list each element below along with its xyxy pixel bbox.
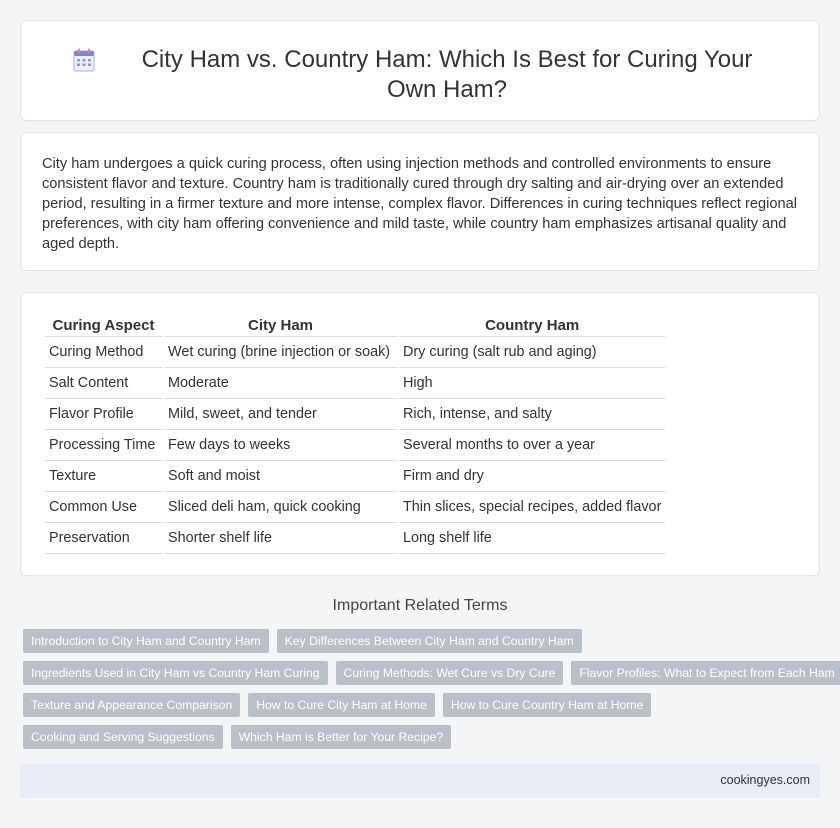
table-cell: Shorter shelf life xyxy=(164,523,397,554)
table-cell: Soft and moist xyxy=(164,461,397,492)
tag-row xyxy=(23,725,823,749)
title-card xyxy=(20,20,820,121)
header-city-ham: City Ham xyxy=(164,313,397,337)
table-row xyxy=(45,461,665,492)
related-term-link[interactable]: Key Differences Between City Ham and Country Ham xyxy=(277,629,582,653)
related-term-link[interactable]: Curing Methods: Wet Cure vs Dry Cure xyxy=(336,661,564,685)
table-row xyxy=(45,523,665,554)
intro-paragraph: City ham undergoes a quick curing process, often using injection methods and controlled environments to ensure consistent flavor and texture. Country ham is traditionally cured through dry salting and air-drying over an extended period, resulting in a firmer texture and more intense, complex flavor. Differences in curing techniques reflect regional preferences, with city ham offering convenience and mild taste, while country ham emphasizes artisanal quality and aged depth. xyxy=(42,156,797,252)
table-cell: Mild, sweet, and tender xyxy=(164,399,397,430)
table-row xyxy=(45,368,665,399)
tag-row xyxy=(23,693,823,717)
table-cell: Sliced deli ham, quick cooking xyxy=(164,492,397,523)
table-cell: Processing Time xyxy=(45,430,162,461)
related-terms-heading: Important Related Terms xyxy=(332,597,508,614)
table-row xyxy=(45,492,665,523)
table-cell: Few days to weeks xyxy=(164,430,397,461)
table-cell: Curing Method xyxy=(45,337,162,368)
comparison-table xyxy=(43,313,667,554)
tag-row xyxy=(23,661,835,685)
related-terms-list xyxy=(23,629,835,757)
table-cell: Wet curing (brine injection or soak) xyxy=(164,337,397,368)
related-term-link[interactable]: Which Ham is Better for Your Recipe? xyxy=(231,725,452,749)
header-country-ham: Country Ham xyxy=(399,313,665,337)
related-term-link[interactable]: Cooking and Serving Suggestions xyxy=(23,725,223,749)
table-cell: Dry curing (salt rub and aging) xyxy=(399,337,665,368)
related-term-link[interactable]: How to Cure Country Ham at Home xyxy=(443,693,651,717)
table-cell: Common Use xyxy=(45,492,162,523)
footer-site-name: cookingyes.com xyxy=(720,773,810,787)
table-cell: Salt Content xyxy=(45,368,162,399)
related-term-link[interactable]: How to Cure City Ham at Home xyxy=(248,693,435,717)
comparison-card xyxy=(20,292,820,576)
intro-card xyxy=(20,132,820,271)
footer xyxy=(20,764,820,798)
table-cell: Thin slices, special recipes, added flavor xyxy=(399,492,665,523)
table-cell: Rich, intense, and salty xyxy=(399,399,665,430)
tag-row xyxy=(23,629,823,653)
table-cell: Firm and dry xyxy=(399,461,665,492)
table-cell: High xyxy=(399,368,665,399)
related-term-link[interactable]: Ingredients Used in City Ham vs Country Ham Curing xyxy=(23,661,328,685)
header-curing-aspect: Curing Aspect xyxy=(45,313,162,337)
table-header-row xyxy=(45,313,665,337)
related-term-link[interactable]: Introduction to City Ham and Country Ham xyxy=(23,629,269,653)
table-row xyxy=(45,430,665,461)
page-title: City Ham vs. Country Ham: Which Is Best for Curing Your Own Ham? xyxy=(141,46,753,103)
table-row xyxy=(45,337,665,368)
related-term-link[interactable]: Texture and Appearance Comparison xyxy=(23,693,240,717)
related-term-link[interactable]: Flavor Profiles: What to Expect from Each Ham xyxy=(571,661,840,685)
table-cell: Long shelf life xyxy=(399,523,665,554)
table-cell: Moderate xyxy=(164,368,397,399)
table-row xyxy=(45,399,665,430)
table-cell: Flavor Profile xyxy=(45,399,162,430)
table-cell: Several months to over a year xyxy=(399,430,665,461)
table-cell: Preservation xyxy=(45,523,162,554)
table-cell: Texture xyxy=(45,461,162,492)
